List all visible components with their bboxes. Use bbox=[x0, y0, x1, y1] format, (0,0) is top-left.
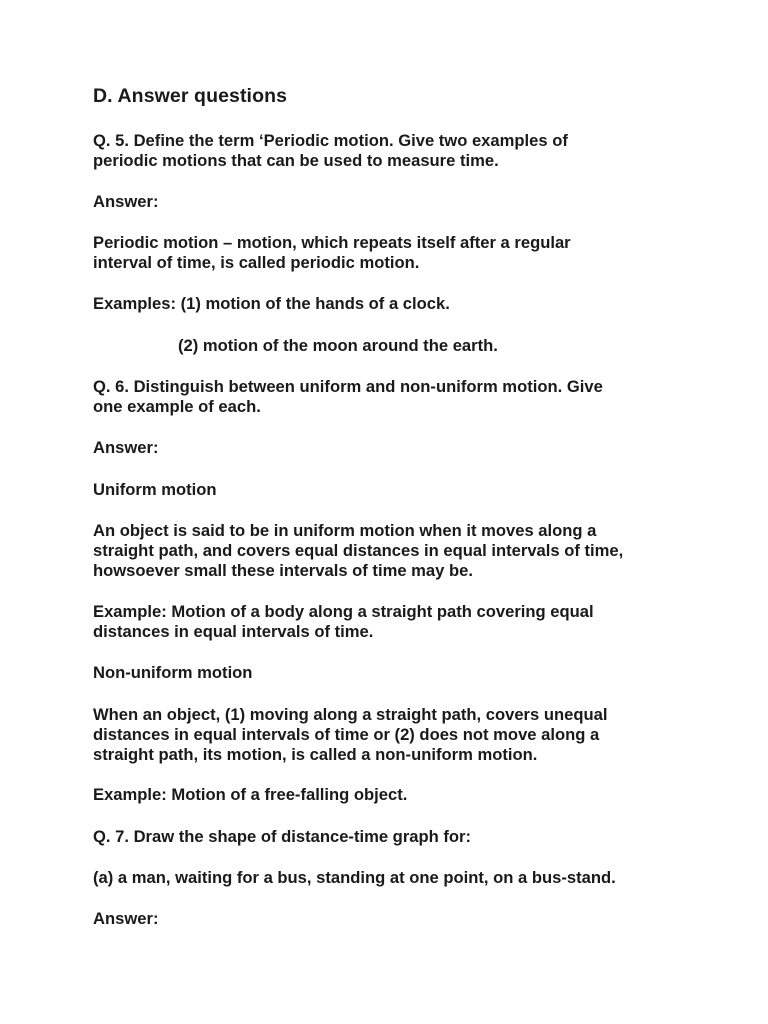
question-5-line-1: Q. 5. Define the term ‘Periodic motion. Give two examples of bbox=[93, 131, 568, 150]
question-6-line-1: Q. 6. Distinguish between uniform and non-uniform motion. Give bbox=[93, 377, 603, 396]
example-2: (2) motion of the moon around the earth. bbox=[178, 336, 498, 355]
nonuniform-motion-title: Non-uniform motion bbox=[93, 663, 253, 682]
section-heading: D. Answer questions bbox=[93, 85, 288, 107]
nonuniform-motion-example: Example: Motion of a free-falling object. bbox=[93, 785, 408, 804]
question-5-line-2: periodic motions that can be used to measure time. bbox=[93, 151, 499, 170]
definition-line-1: Periodic motion – motion, which repeats itself after a regular bbox=[93, 233, 571, 252]
answer-label-q5: Answer: bbox=[93, 192, 159, 211]
uniform-motion-example: Example: Motion of a body along a straight path covering equal distances in equal intervals of time. bbox=[93, 602, 594, 641]
definition-line-2: interval of time, is called periodic motion. bbox=[93, 253, 420, 272]
nonuniform-motion-definition: When an object, (1) moving along a straight path, covers unequal distances in equal intervals of time or (2) does not move along a straight path, its motion, is called a non-uniform motion. bbox=[93, 705, 608, 764]
question-6 bbox=[93, 377, 693, 417]
question-6-line-2: one example of each. bbox=[93, 397, 261, 416]
uniform-motion-definition: An object is said to be in uniform motion when it moves along a straight path, and covers equal distances in equal intervals of time, howsoever small these intervals of time may be. bbox=[93, 521, 624, 580]
question-7: Q. 7. Draw the shape of distance-time graph for: bbox=[93, 827, 472, 846]
answer-label-q6: Answer: bbox=[93, 438, 159, 457]
question-7-part-a: (a) a man, waiting for a bus, standing at one point, on a bus-stand. bbox=[93, 868, 616, 887]
uniform-motion-title: Uniform motion bbox=[93, 480, 217, 499]
answer-label-q7: Answer: bbox=[93, 909, 159, 928]
example-1: Examples: (1) motion of the hands of a clock. bbox=[93, 294, 450, 313]
periodic-motion-definition bbox=[93, 233, 693, 273]
question-5 bbox=[93, 131, 693, 171]
